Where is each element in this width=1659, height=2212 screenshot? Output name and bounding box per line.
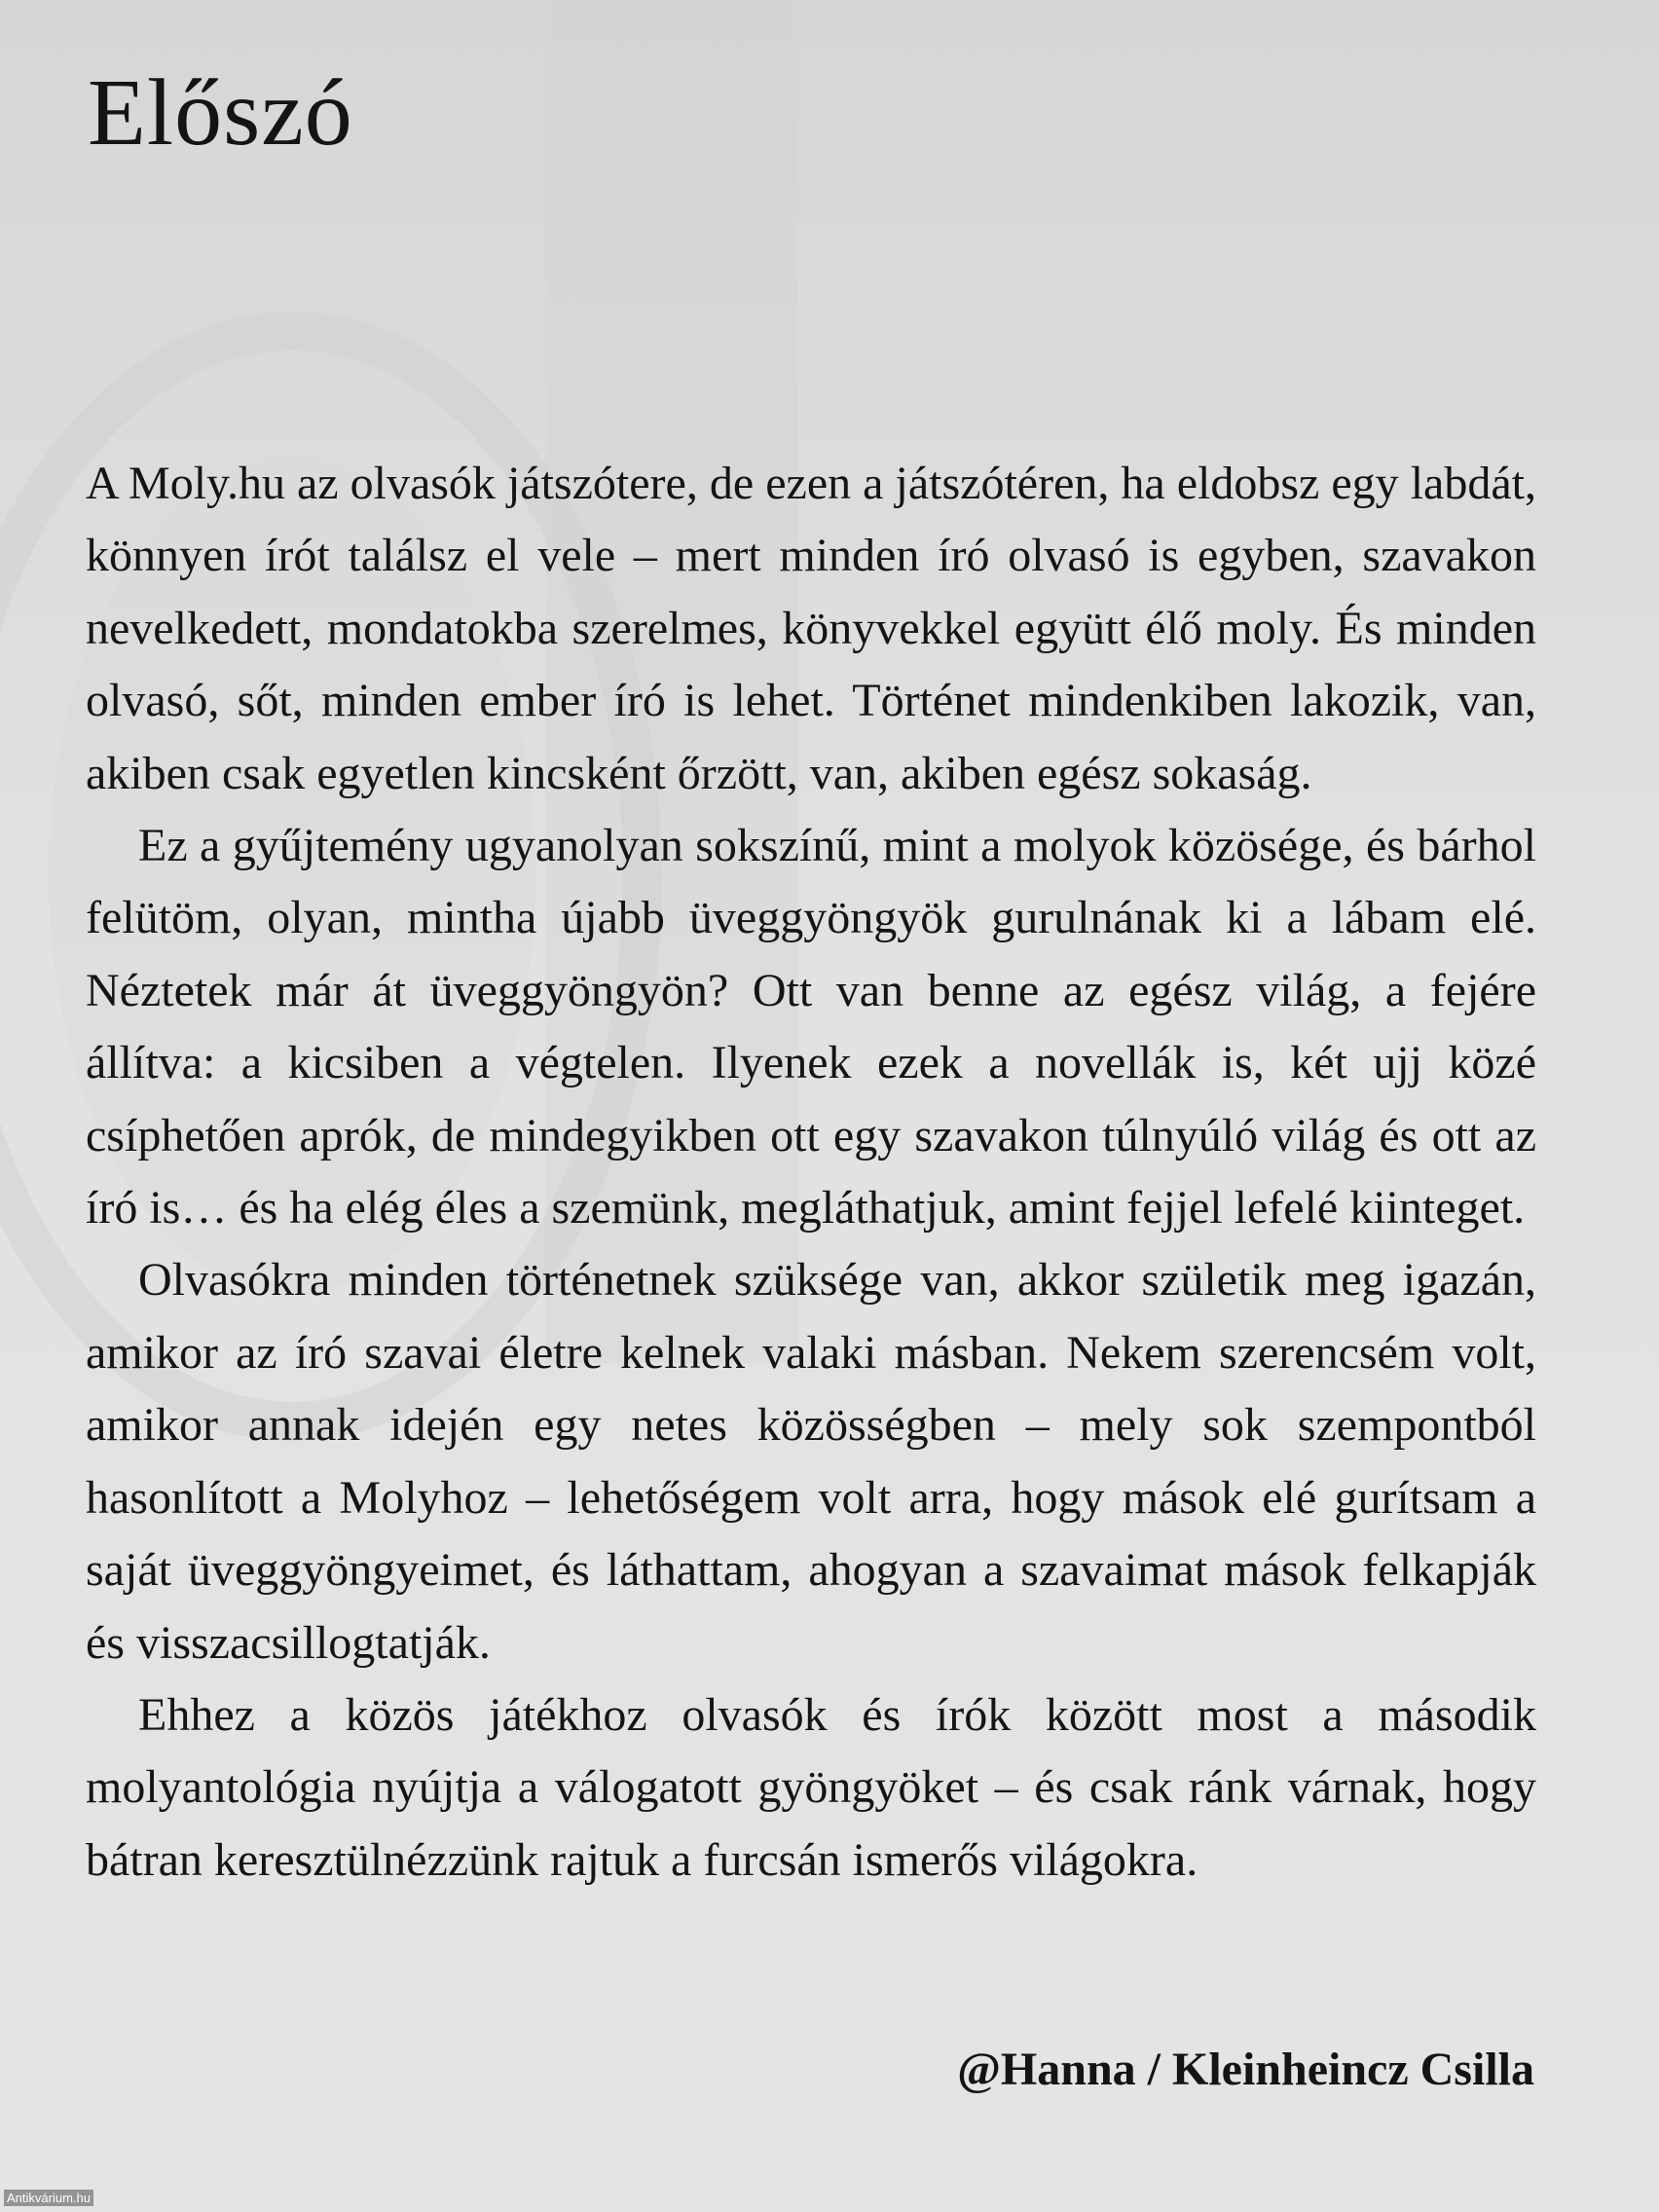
paragraph: Ehhez a közös játékhoz olvasók és írók között most a második molyantológia nyújtja a válogatott gyöngyöket – és csak ránk várnak, hogy bátran keresztülnézzünk rajtuk a furcsán ismerős világokra. xyxy=(86,1688,1536,1886)
paragraph: Ez a gyűjtemény ugyanolyan sokszínű, mint a molyok közösége, és bárhol felütöm, olyan, mintha újabb üveggyöngyök gurulnának ki a lábam elé. Néztetek már át üveggyöngyön? Ott van benne az egész világ, a fejére állítva: a kicsiben a végtelen. Ilyenek ezek a novellák is, két ujj közé csíphetően aprók, de mindegyikben ott egy szavakon túlnyúló világ és ott az író is… és ha elég éles a szemünk, megláthatjuk, amint fejjel lefelé kiinteget. xyxy=(86,820,1536,1235)
page-title: Előszó xyxy=(88,60,353,166)
author-signature: @Hanna / Kleinheincz Csilla xyxy=(957,2044,1534,2095)
foreword-body xyxy=(86,448,1536,1897)
paragraph: Olvasókra minden történetnek szüksége van, akkor születik meg igazán, amikor az író szavai életre kelnek valaki másban. Nekem szerencsém volt, amikor annak idején egy netes közösségben – mely sok szempontból hasonlított a Molyhoz – lehetőségem volt arra, hogy mások elé gurítsam a saját üveggyöngyeimet, és láthattam, ahogyan a szavaimat mások felkapják és visszacsillogtatják. xyxy=(86,1254,1536,1669)
paragraph: A Moly.hu az olvasók játszótere, de ezen a játszótéren, ha eldobsz egy labdát, könnyen írót találsz el vele – mert minden író olvasó is egyben, szavakon nevelkedett, mondatokba szerelmes, könyvekkel együtt élő moly. És minden olvasó, sőt, minden ember író is lehet. Történet mindenkiben lakozik, van, akiben csak egyetlen kincsként őrzött, van, akiben egész sokaság. xyxy=(86,458,1536,799)
watermark: Antikvárium.hu xyxy=(4,2190,93,2206)
